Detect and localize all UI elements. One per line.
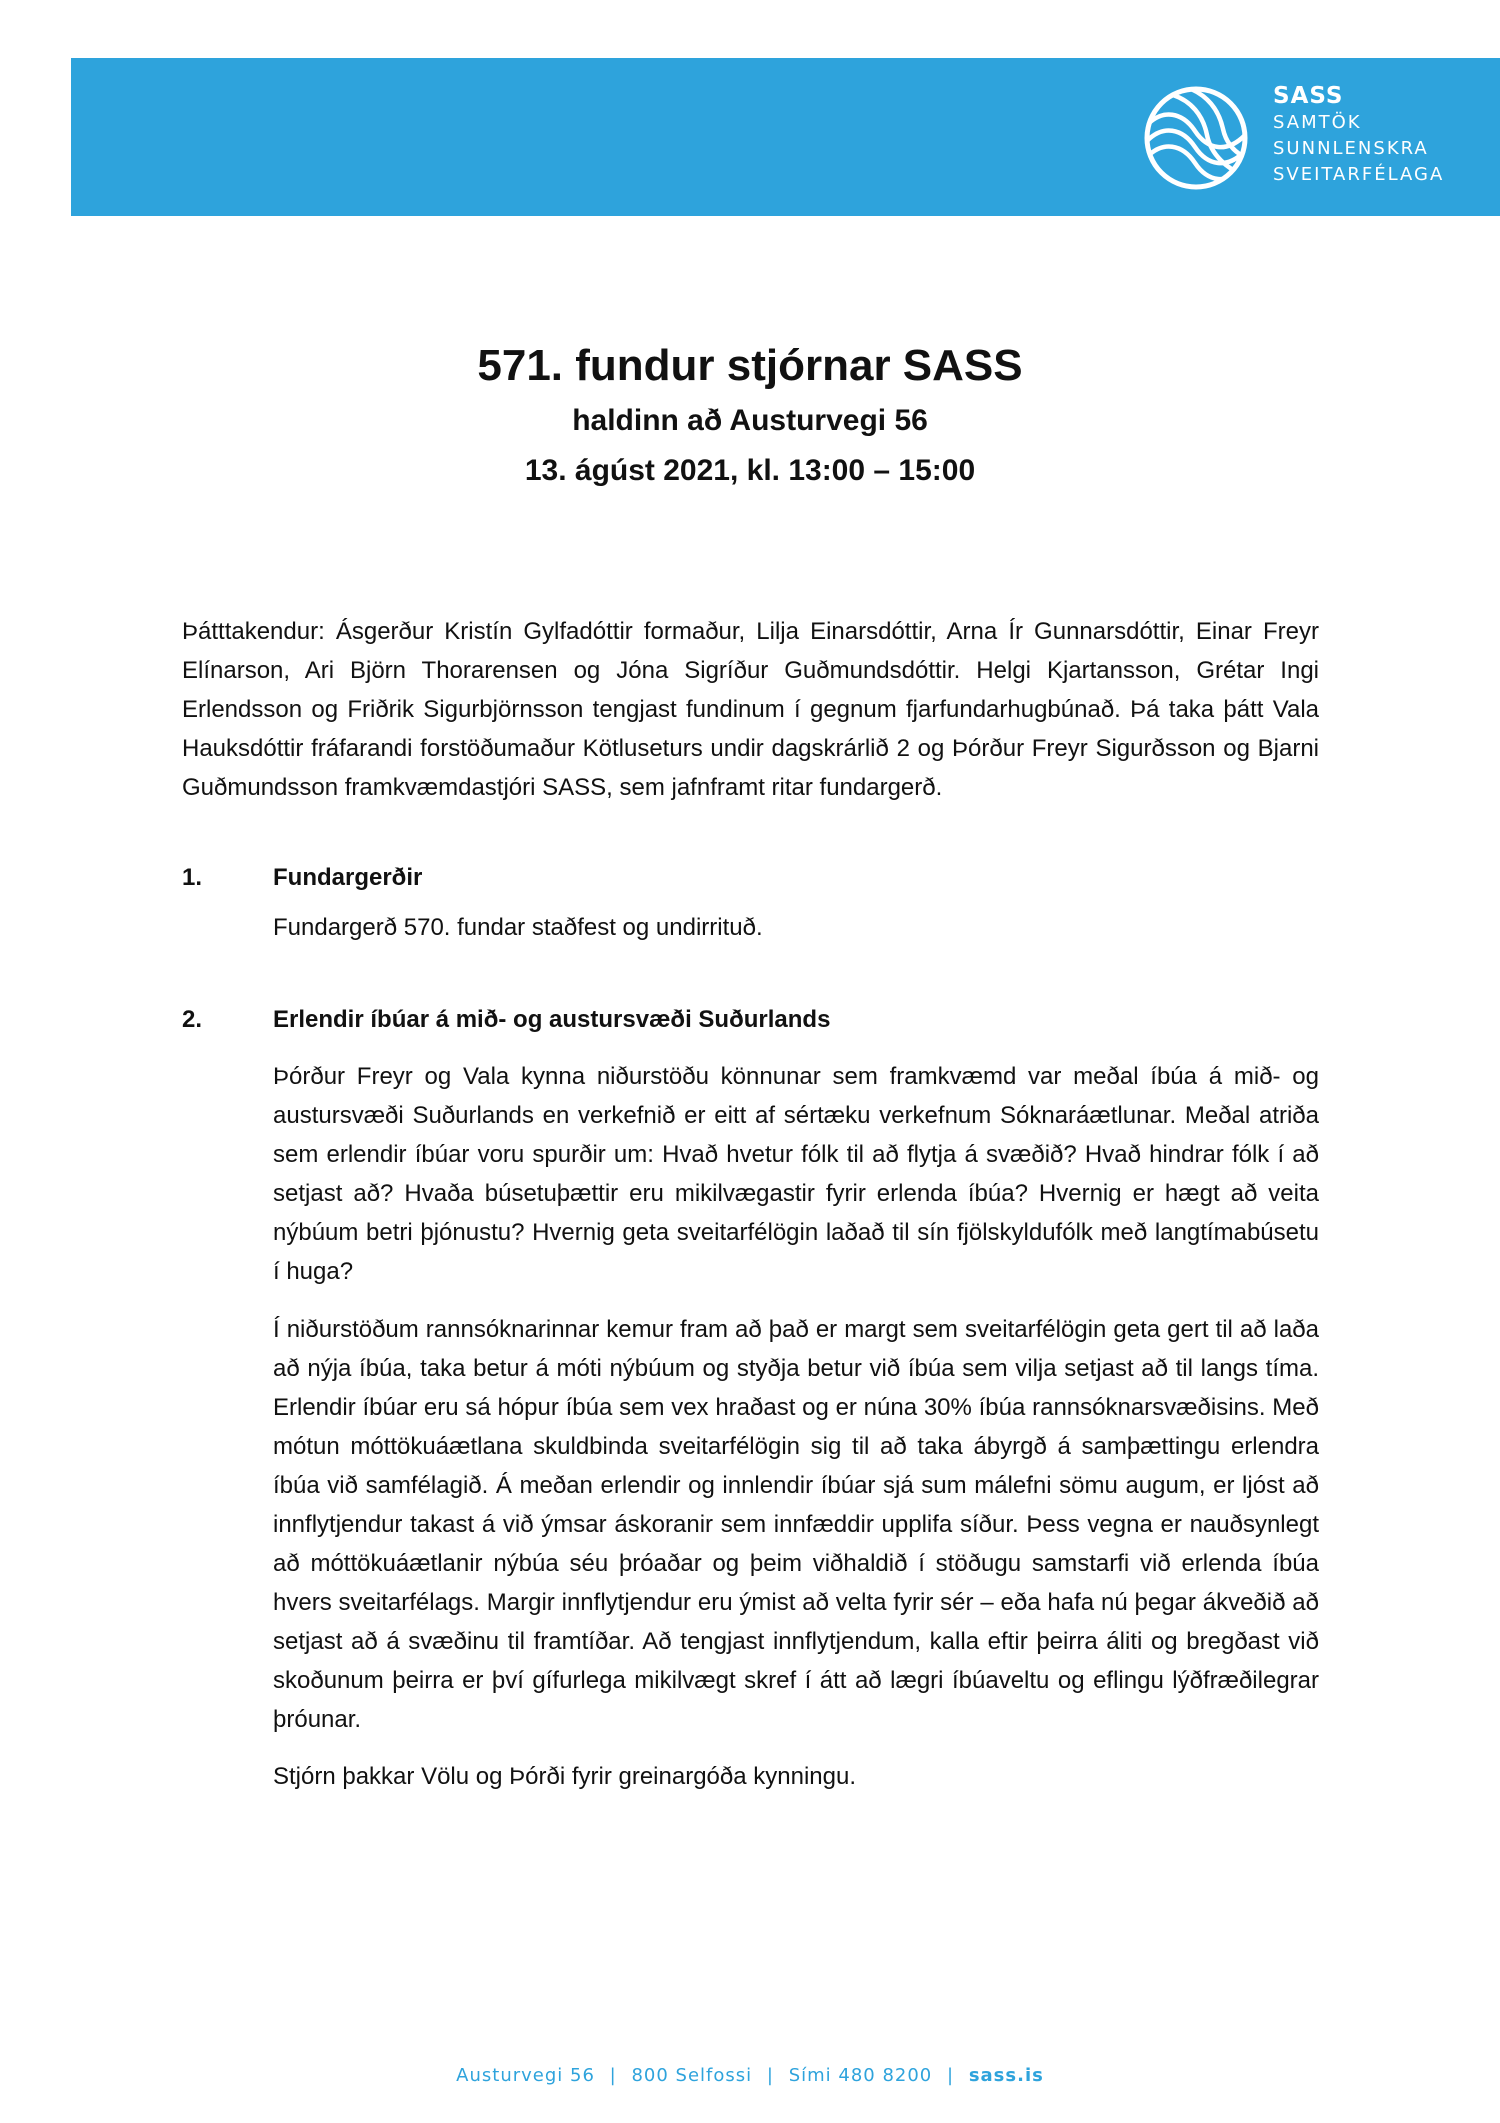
footer-phone: Sími 480 8200 xyxy=(788,2065,933,2086)
item-heading: Fundargerðir xyxy=(273,864,423,891)
item-number: 2. xyxy=(182,1006,203,1033)
wave-circle-icon xyxy=(1143,85,1249,191)
item-paragraph: Stjórn þakkar Völu og Þórði fyrir greinargóða kynningu. xyxy=(273,1763,856,1790)
footer-website-link[interactable]: sass.is xyxy=(968,2065,1044,2086)
organization-name xyxy=(1273,82,1444,188)
item-number: 1. xyxy=(182,864,203,891)
attendees-paragraph: Þátttakendur: Ásgerður Kristín Gylfadóttir formaður, Lilja Einarsdóttir, Arna Ír Gunnarsdóttir, Einar Freyr Elínarson, Ari Björn Thorarensen og Jóna Sigríður Guðmundsdóttir. Helgi Kjartansson, Grétar Ingi Erlendsson og Friðrik Sigurbjörnsson tengjast fundinum í gegnum fjarfundarhugbúnað. Þá taka þátt Vala Hauksdóttir fráfarandi forstöðumaður Kötluseturs undir dagskrárlið 2 og Þórður Freyr Sigurðsson og Bjarni Guðmundsson framkvæmdastjóri SASS, sem jafnframt ritar fundargerð. xyxy=(182,618,1319,801)
org-name-line-3: SVEITARFÉLAGA xyxy=(1273,164,1445,185)
meeting-location: haldinn að Austurvegi 56 xyxy=(572,404,928,437)
org-name-line-2: SUNNLENSKRA xyxy=(1273,138,1429,159)
footer xyxy=(0,2065,1500,2086)
title-block xyxy=(0,336,1500,496)
footer-separator: | xyxy=(609,2065,617,2086)
footer-city: 800 Selfossi xyxy=(631,2065,753,2086)
footer-separator: | xyxy=(766,2065,774,2086)
item-paragraph: Í niðurstöðum rannsóknarinnar kemur fram að það er margt sem sveitarfélögin geta gert til að laða að nýja íbúa, taka betur á móti nýbúum og styðja betur við íbúa sem vilja setjast að til langs tíma. Erlendir íbúar eru sá hópur íbúa sem vex hraðast og er núna 30% íbúa rannsóknarsvæðisins. Með mótun móttökuáætlana skuldbinda sveitarfélögin sig til að taka ábyrgð á samþættingu erlendra íbúa við samfélagið. Á meðan erlendir og innlendir íbúar sjá sum málefni sömu augum, er ljóst að innflytjendur takast á við ýmsar áskoranir sem innfæddir upplifa síður. Þess vegna er nauðsynlegt að móttökuáætlanir nýbúa séu þróaðar og þeim viðhaldið í stöðugu samstarfi við erlenda íbúa hvers sveitarfélags. Margir innflytjendur eru ýmist að velta fyrir sér – eða hafa nú þegar ákveðið að setjast að á svæðinu til framtíðar. Að tengjast innflytjendum, kalla eftir þeirra áliti og bregðast við skoðunum þeirra er því gífurlega mikilvægt skref í átt að lægri íbúaveltu og eflingu lýðfræðilegrar þróunar. xyxy=(273,1316,1319,1733)
item-heading: Erlendir íbúar á mið- og austursvæði Suðurlands xyxy=(273,1006,831,1033)
org-name-line-1: SAMTÖK xyxy=(1273,112,1362,133)
org-abbreviation: SASS xyxy=(1273,83,1344,109)
item-paragraph: Fundargerð 570. fundar staðfest og undirrituð. xyxy=(273,914,763,941)
meeting-date: 13. ágúst 2021, kl. 13:00 – 15:00 xyxy=(524,454,976,487)
footer-address: Austurvegi 56 xyxy=(456,2065,595,2086)
page-title: 571. fundur stjórnar SASS xyxy=(477,341,1023,390)
item-paragraph: Þórður Freyr og Vala kynna niðurstöðu könnunar sem framkvæmd var meðal íbúa á mið- og austursvæði Suðurlands en verkefnið er eitt af sértæku verkefnum Sóknaráætlunar. Meðal atriða sem erlendir íbúar voru spurðir um: Hvað hvetur fólk til að flytja á svæðið? Hvað hindrar fólk í að setjast að? Hvaða búsetuþættir eru mikilvægastir fyrir erlenda íbúa? Hvernig er hægt að veita nýbúum betri þjónustu? Hvernig geta sveitarfélögin laðað til sín fjölskyldufólk með langtímabúsetu í huga? xyxy=(273,1063,1319,1285)
footer-separator: | xyxy=(947,2065,955,2086)
